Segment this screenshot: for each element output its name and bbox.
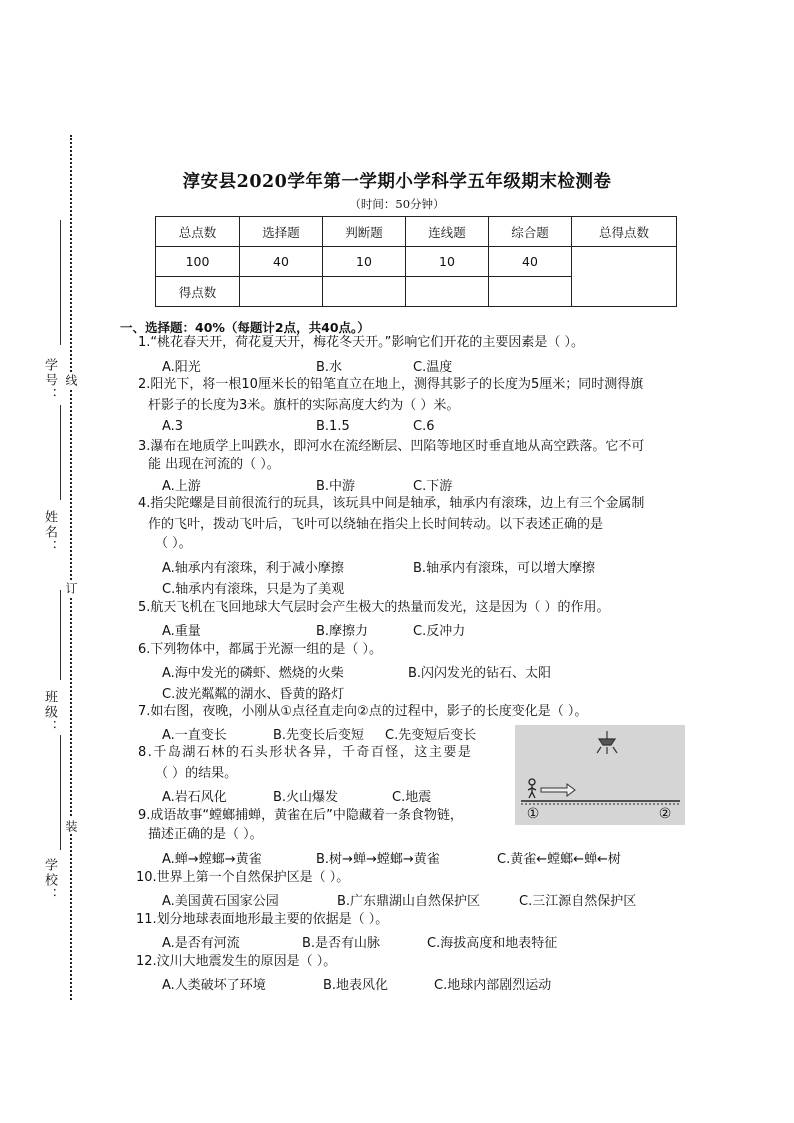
option[interactable]: C.6 [413,419,435,434]
points-choice: 40 [240,247,323,277]
exam-title: 淳安县2020学年第一学期小学科学五年级期末检测卷 [182,172,612,192]
score-table-points-row [156,247,677,277]
question-stem-cont: 能 出现在河流的（ ）。 [148,457,280,472]
option[interactable]: B.1.5 [316,419,350,434]
total-earned-cell[interactable] [572,247,677,307]
question-stem-cont: 杆影子的长度为3米。旗杆的实际高度大约为（ ）米。 [148,398,460,413]
name-field[interactable] [60,405,61,500]
question-stem: 12.汶川大地震发生的原因是（ ）。 [136,954,337,969]
question-stem-cont: 作的飞叶，拨动飞叶后，飞叶可以绕轴在指尖上长时间转动。以下表述正确的是 [148,517,604,532]
option[interactable]: B.轴承内有滚珠，可以增大摩擦 [413,561,596,576]
question-stem: 10.世界上第一个自然保护区是（ ）。 [136,870,350,885]
point-1-label: ① [526,806,540,822]
option[interactable]: C.温度 [413,360,453,375]
question-stem: 5.航天飞机在飞回地球大气层时会产生极大的热量而发光，这是因为（ ）的作用。 [138,600,610,615]
option[interactable]: C.反冲力 [413,624,466,639]
question-stem: 2.阳光下，将一根10厘米长的铅笔直立在地上，测得其影子的长度为5厘米；同时测得旗 [138,377,644,392]
option[interactable]: C.先变短后变长 [385,728,477,743]
option[interactable]: B.闪闪发光的钻石、太阳 [408,666,552,681]
option[interactable]: A.美国黄石国家公园 [162,894,279,909]
option[interactable]: B.先变长后变短 [273,728,365,743]
option[interactable]: A.人类破坏了环境 [162,978,266,993]
question-stem: 7.如右图，夜晚，小刚从①点径直走向②点的过程中，影子的长度变化是（ ）。 [138,704,588,719]
option[interactable]: A.一直变长 [162,728,227,743]
school-label: 学校： [42,858,57,903]
question-stem: 6.下列物体中，都属于光源一组的是（ ）。 [138,642,383,657]
score-table [155,216,677,307]
option[interactable]: C.海拔高度和地表特征 [427,936,558,951]
header-judge: 判断题 [323,217,406,247]
binding-mark-staple: 订 [64,582,78,594]
header-total-points: 总点数 [156,217,240,247]
question-stem: 11.划分地球表面地形最主要的依据是（ ）。 [136,912,389,927]
option[interactable]: C.下游 [413,479,453,494]
earned-label: 得点数 [156,277,240,307]
binding-mark-pack: 装 [64,820,78,832]
name-label: 姓名： [42,510,57,555]
option[interactable]: A.海中发光的磷虾、燃烧的火柴 [162,666,344,681]
question-stem: 3.瀑布在地质学上叫跌水，即河水在流经断层、凹陷等地区时垂直地从高空跌落。它不可 [138,439,645,454]
street-lamp-figure [515,725,685,825]
option[interactable]: C.地震 [392,790,432,805]
header-comprehensive: 综合题 [489,217,572,247]
point-2-label: ② [658,806,672,822]
question-stem-cont: （ ）的结果。 [155,766,238,781]
option[interactable]: B.是否有山脉 [302,936,381,951]
option[interactable]: A.岩石风化 [162,790,227,805]
student-number-label: 学号： [42,358,57,403]
header-total-earned: 总得点数 [572,217,677,247]
header-matching: 连线题 [406,217,489,247]
option[interactable]: A.蝉→螳螂→黄雀 [162,852,262,867]
header-choice: 选择题 [240,217,323,247]
question-stem-cont: 描述正确的是（ ）。 [148,827,263,842]
question-stem: 9.成语故事“螳螂捕蝉，黄雀在后”中隐藏着一条食物链， [138,808,463,823]
question-stem: 4.指尖陀螺是目前很流行的玩具，该玩具中间是轴承，轴承内有滚珠，边上有三个金属制 [138,496,645,511]
option[interactable]: B.摩擦力 [316,624,369,639]
binding-dotted-line [70,135,72,1000]
score-table-header-row [156,217,677,247]
option[interactable]: B.水 [316,360,343,375]
class-field[interactable] [60,590,61,680]
street-lamp-figure-drawing [515,725,685,825]
option[interactable]: B.地表风化 [323,978,389,993]
earned-matching-cell[interactable] [406,277,489,307]
option[interactable]: C.轴承内有滚珠，只是为了美观 [162,582,345,597]
question-stem-cont: （ ）。 [155,536,192,551]
option[interactable]: A.3 [162,419,184,434]
exam-duration: （时间：50分钟） [349,197,445,211]
class-label: 班级： [42,690,57,735]
option[interactable]: B.火山爆发 [273,790,339,805]
section-heading: 一、选择题：40%（每题计2点，共40点。） [120,320,370,335]
question-stem: 8.千岛湖石林的石头形状各异，千奇百怪，这主要是 [138,745,473,760]
option[interactable]: A.阳光 [162,360,201,375]
option[interactable]: A.轴承内有滚珠，利于减小摩擦 [162,561,344,576]
option[interactable]: A.上游 [162,479,201,494]
earned-choice-cell[interactable] [240,277,323,307]
question-stem: 1.“桃花春天开，荷花夏天开，梅花冬天开。”影响它们开花的主要因素是（ ）。 [138,335,585,350]
option[interactable]: B.树→蝉→螳螂→黄雀 [316,852,440,867]
points-total: 100 [156,247,240,277]
earned-comprehensive-cell[interactable] [489,277,572,307]
earned-judge-cell[interactable] [323,277,406,307]
option[interactable]: B.广东鼎湖山自然保护区 [337,894,481,909]
option[interactable]: C.黄雀←螳螂←蝉←树 [497,852,621,867]
binding-mark-line: 线 [64,374,78,386]
points-matching: 10 [406,247,489,277]
points-comprehensive: 40 [489,247,572,277]
option[interactable]: B.中游 [316,479,356,494]
student-number-field[interactable] [60,220,61,345]
option[interactable]: A.重量 [162,624,201,639]
option[interactable]: A.是否有河流 [162,936,240,951]
points-judge: 10 [323,247,406,277]
school-field[interactable] [60,735,61,850]
option[interactable]: C.地球内部剧烈运动 [434,978,552,993]
option[interactable]: C.三江源自然保护区 [519,894,637,909]
option[interactable]: C.波光粼粼的湖水、昏黄的路灯 [162,687,345,702]
